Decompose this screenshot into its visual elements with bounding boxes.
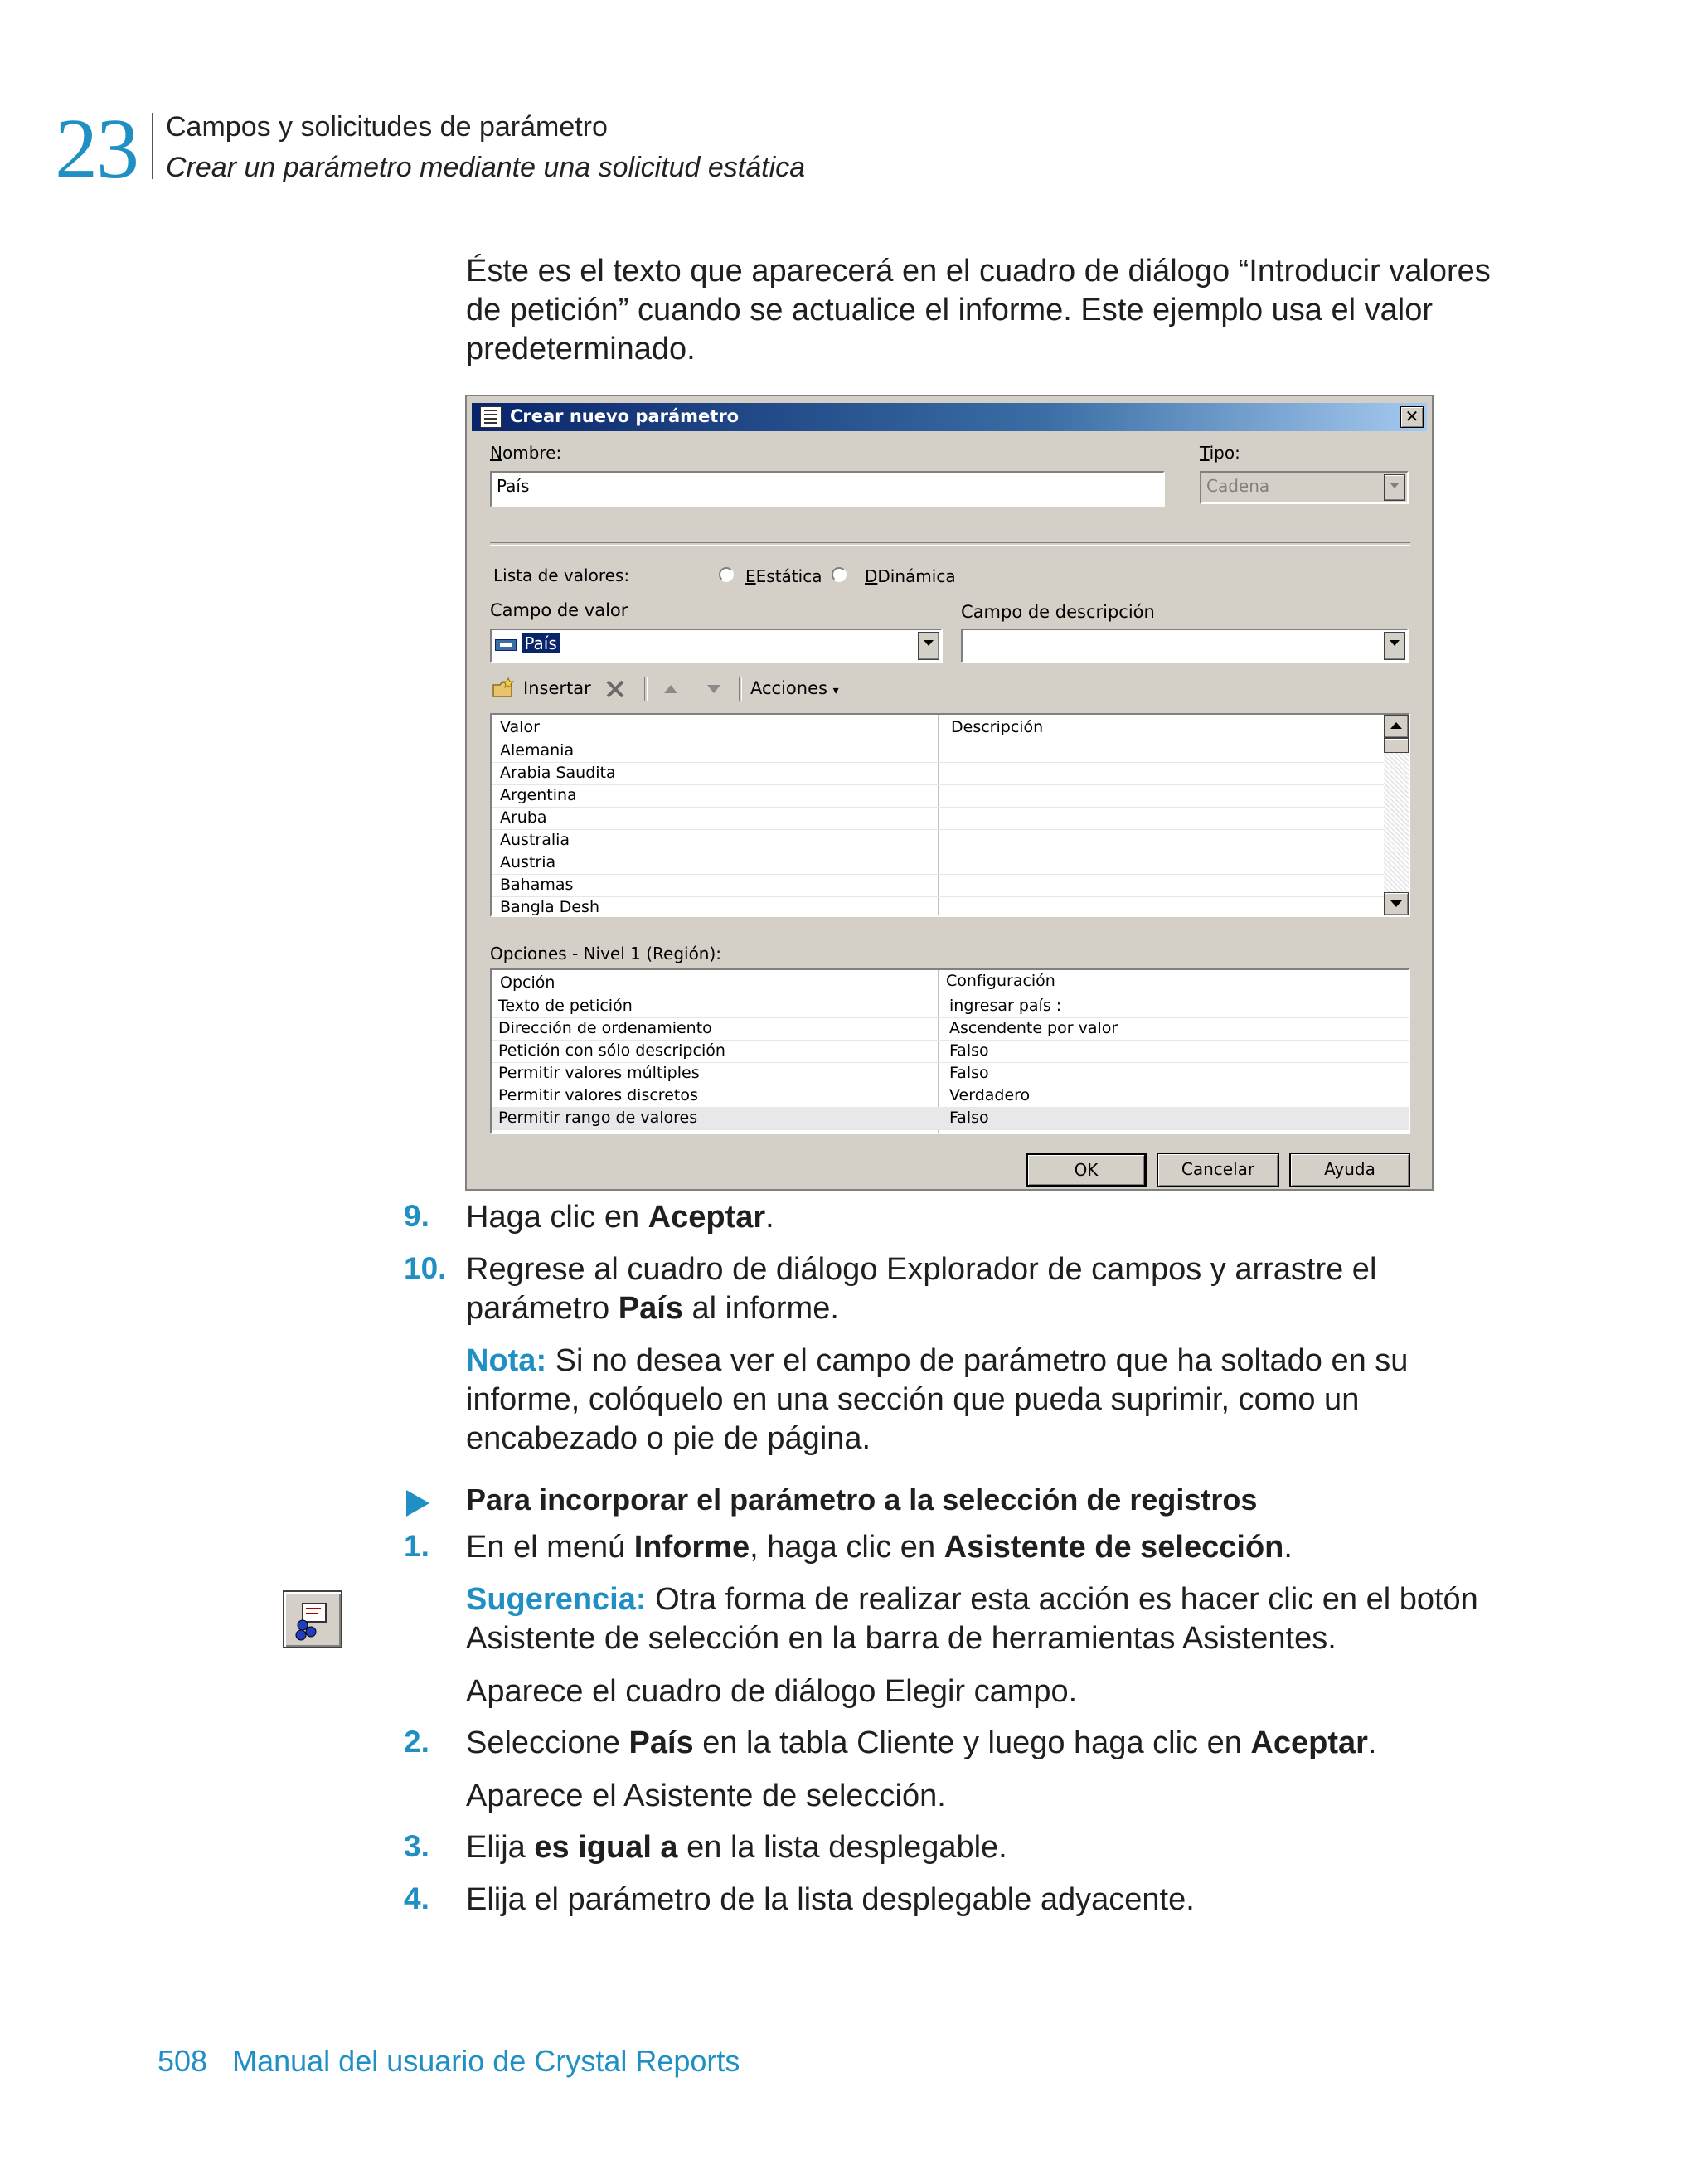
book-title: Manual del usuario de Crystal Reports — [232, 2044, 740, 2078]
col-header-config[interactable]: Configuración — [946, 972, 1055, 990]
ok-button[interactable]: OK — [1026, 1153, 1147, 1187]
value-cell: Australia — [500, 831, 570, 849]
delete-icon[interactable] — [604, 678, 626, 703]
description-field-label: Campo de descripción — [961, 602, 1155, 622]
insert-button[interactable]: Insertar — [523, 678, 591, 698]
section-title: Crear un parámetro mediante una solicitud estática — [166, 152, 806, 183]
table-row[interactable] — [492, 829, 1384, 852]
table-row[interactable] — [492, 762, 1384, 785]
value-cell: Aruba — [500, 808, 547, 827]
toolbar-separator — [644, 677, 648, 701]
type-select[interactable] — [1200, 471, 1409, 504]
value-field-label: Campo de valor — [490, 600, 628, 620]
col-header-value[interactable]: Valor — [500, 718, 540, 736]
col-header-option[interactable]: Opción — [500, 973, 555, 992]
option-name-cell: Permitir valores múltiples — [498, 1064, 700, 1082]
options-label: Opciones - Nivel 1 (Región): — [490, 944, 722, 963]
option-name-cell: Permitir valores discretos — [498, 1086, 698, 1104]
proc-step-2-text: Seleccione País en la tabla Cliente y luego haga clic en Aceptar. — [466, 1725, 1377, 1760]
option-row[interactable] — [492, 1062, 1409, 1085]
option-config-cell[interactable]: Falso — [949, 1064, 989, 1082]
after-step-1: Aparece el cuadro de diálogo Elegir campo. — [466, 1674, 1078, 1709]
dialog-titlebar — [472, 403, 1427, 431]
option-row[interactable] — [492, 1017, 1409, 1041]
step-number: 10. — [404, 1251, 447, 1285]
radio-static[interactable] — [719, 567, 734, 582]
option-config-cell[interactable]: Verdadero — [949, 1086, 1031, 1104]
step-10-text: Regrese al cuadro de diálogo Explorador de campos y arrastre el parámetro País al informe. — [466, 1252, 1377, 1326]
close-icon[interactable]: ✕ — [1400, 406, 1424, 428]
dialog-title: Crear nuevo parámetro — [510, 406, 740, 426]
value-cell: Bahamas — [500, 876, 574, 894]
actions-menu[interactable]: Acciones ▾ — [750, 678, 839, 698]
chapter-divider — [152, 113, 153, 179]
option-config-cell[interactable]: ingresar país : — [949, 997, 1062, 1015]
radio-static-label: EEstática — [745, 566, 822, 586]
step-number: 1. — [404, 1529, 429, 1563]
radio-dynamic-label: DDinámica — [865, 566, 956, 586]
table-row[interactable] — [492, 896, 1384, 917]
option-config-cell[interactable]: Ascendente por valor — [949, 1019, 1118, 1037]
values-list-label: Lista de valores: — [493, 565, 630, 585]
value-cell: Austria — [500, 853, 556, 871]
after-step-2: Aparece el Asistente de selección. — [466, 1779, 946, 1813]
radio-dynamic[interactable] — [832, 567, 847, 582]
toolbar-separator — [739, 677, 742, 701]
proc-step-4-text: Elija el parámetro de la lista desplegable adyacente. — [466, 1882, 1195, 1917]
note-label: Nota: — [466, 1343, 547, 1378]
option-row[interactable] — [492, 1107, 1409, 1130]
page-footer — [158, 2044, 740, 2079]
separator — [490, 542, 1410, 546]
option-name-cell: Petición con sólo descripción — [498, 1041, 725, 1060]
name-input[interactable]: País — [490, 471, 1165, 507]
values-scrollbar[interactable] — [1384, 715, 1409, 915]
tip: Sugerencia: Otra forma de realizar esta acción es hacer clic en el botón Asistente de selección en la barra de herramientas Asistentes. — [466, 1582, 1478, 1656]
selection-expert-icon — [283, 1590, 342, 1648]
tip-label: Sugerencia: — [466, 1582, 647, 1617]
option-config-cell[interactable]: Falso — [949, 1109, 989, 1127]
create-parameter-dialog — [465, 395, 1434, 1191]
option-row[interactable] — [492, 995, 1409, 1018]
option-name-cell: Dirección de ordenamiento — [498, 1019, 712, 1037]
note: Nota: Si no desea ver el campo de parámetro que ha soltado en su informe, colóquelo en una sección que pueda suprimir, como un encabezado o pie de página. — [466, 1343, 1409, 1456]
intro-line-2: de petición” cuando se actualice el informe. Este ejemplo usa el valor — [466, 293, 1433, 328]
procedure-arrow-icon — [406, 1490, 429, 1517]
options-grid[interactable] — [490, 968, 1410, 1134]
value-field-select[interactable] — [490, 629, 943, 663]
cancel-button[interactable]: Cancelar — [1157, 1153, 1279, 1187]
value-cell: Bangla Desh — [500, 898, 600, 916]
option-row[interactable] — [492, 1040, 1409, 1063]
table-row[interactable] — [492, 852, 1384, 875]
insert-icon[interactable] — [492, 677, 517, 700]
chevron-down-icon — [1384, 474, 1405, 501]
type-value: Cadena — [1206, 476, 1270, 496]
table-row[interactable] — [492, 784, 1384, 808]
col-header-description[interactable]: Descripción — [951, 718, 1044, 736]
option-config-cell[interactable]: Falso — [949, 1041, 989, 1060]
value-cell: Argentina — [500, 786, 577, 804]
step-number: 2. — [404, 1725, 429, 1759]
chevron-down-icon[interactable] — [1384, 632, 1405, 660]
proc-step-1-text: En el menú Informe, haga clic en Asistente de selección. — [466, 1530, 1293, 1565]
move-up-icon[interactable] — [664, 685, 677, 693]
type-label: Tipo: — [1200, 443, 1240, 463]
step-number: 4. — [404, 1881, 429, 1915]
scroll-thumb[interactable] — [1384, 738, 1409, 753]
option-row[interactable] — [492, 1085, 1409, 1108]
proc-step-3-text: Elija es igual a en la lista desplegable. — [466, 1830, 1007, 1865]
table-row[interactable] — [492, 874, 1384, 897]
move-down-icon[interactable] — [707, 685, 720, 693]
table-row[interactable] — [492, 740, 1384, 763]
step-number: 3. — [404, 1829, 429, 1863]
description-field-select[interactable] — [961, 629, 1409, 663]
chevron-down-icon[interactable] — [918, 632, 939, 660]
page-number: 508 — [158, 2044, 208, 2078]
option-name-cell: Texto de petición — [498, 997, 633, 1015]
values-grid[interactable] — [490, 713, 1410, 917]
value-cell: Arabia Saudita — [500, 764, 616, 782]
dialog-app-icon — [480, 406, 502, 428]
scroll-up-icon[interactable] — [1384, 715, 1409, 738]
chapter-number: 23 — [55, 101, 138, 197]
scroll-down-icon[interactable] — [1384, 892, 1409, 915]
value-cell: Alemania — [500, 741, 575, 760]
procedure-heading: Para incorporar el parámetro a la selección de registros — [466, 1483, 1258, 1517]
intro-line-1: Éste es el texto que aparecerá en el cuadro de diálogo “Introducir valores — [466, 254, 1491, 289]
chapter-title: Campos y solicitudes de parámetro — [166, 111, 608, 143]
table-row[interactable] — [492, 807, 1384, 830]
option-name-cell: Permitir rango de valores — [498, 1109, 698, 1127]
step-9-text: Haga clic en Aceptar. — [466, 1200, 774, 1235]
name-label: Nombre: — [490, 443, 562, 463]
field-icon — [495, 639, 517, 651]
intro-line-3: predeterminado. — [466, 332, 696, 366]
intro-paragraph — [466, 252, 1519, 369]
step-number: 9. — [404, 1199, 429, 1233]
help-button[interactable]: Ayuda — [1289, 1153, 1410, 1187]
value-field-value: País — [522, 633, 559, 653]
